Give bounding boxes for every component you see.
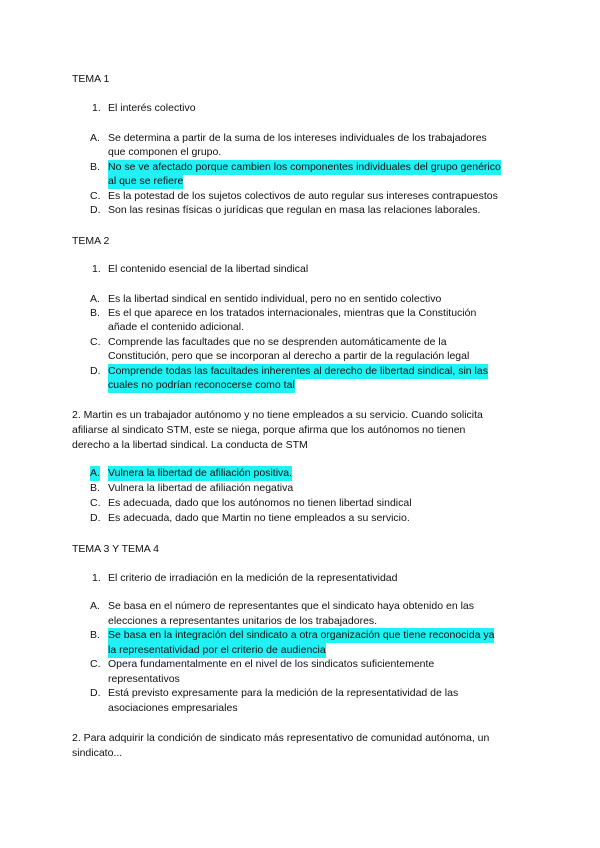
option-text-line: asociaciones empresariales bbox=[108, 702, 238, 714]
question-text-line: derecho a la libertad sindical. La conducta de STM bbox=[72, 439, 308, 451]
option-text-line: Es la potestad de los sujetos colectivos de auto regular sus intereses contrapuestos bbox=[108, 190, 498, 202]
highlighted-answer-line: cuales no podrían reconocerse como tal bbox=[108, 379, 295, 391]
question-number: 1. bbox=[92, 102, 101, 114]
option-letter: D. bbox=[90, 512, 101, 524]
question-text: El contenido esencial de la libertad sindical bbox=[108, 263, 309, 275]
option-text-line: Es adecuada, dado que Martin no tiene empleados a su servicio. bbox=[108, 512, 410, 524]
highlighted-answer-line: Vulnera la libertad de afiliación positiva. bbox=[108, 467, 293, 479]
option-text-line: Son las resinas físicas o jurídicas que regulan en masa las relaciones laborales. bbox=[108, 204, 481, 216]
option-letter: A. bbox=[90, 600, 100, 612]
option-text-line: Se determina a partir de la suma de los intereses individuales de los trabajadores bbox=[108, 132, 487, 144]
option-letter: A. bbox=[90, 293, 100, 305]
option-letter: B. bbox=[90, 161, 100, 173]
section-heading-tema-2: TEMA 2 bbox=[72, 235, 110, 247]
option-text-line: Opera fundamentalmente en el nivel de los sindicatos suficientemente bbox=[108, 658, 435, 670]
option-text-line: añade el contenido adicional. bbox=[108, 321, 245, 333]
option-letter: B. bbox=[90, 629, 100, 641]
option-text-line: Se basa en el número de representantes que el sindicato haya obtenido en las bbox=[108, 600, 475, 612]
question-number: 1. bbox=[92, 572, 101, 584]
option-letter: A. bbox=[90, 467, 100, 479]
highlighted-answer-line: la representatividad por el criterio de audiencia bbox=[108, 644, 326, 656]
section-heading-tema-3-4: TEMA 3 Y TEMA 4 bbox=[72, 543, 159, 555]
option-text-line: Es adecuada, dado que los autónomos no tienen libertad sindical bbox=[108, 497, 412, 509]
option-text-line: elecciones a representantes unitarios de los trabajadores. bbox=[108, 615, 378, 627]
option-letter: B. bbox=[90, 482, 100, 494]
question-text-line: afiliarse al sindicato STM, este se niega, porque afirma que los autónomos no tienen bbox=[72, 424, 466, 436]
option-letter: C. bbox=[90, 497, 101, 509]
question-text: El criterio de irradiación en la medición de la representatividad bbox=[108, 572, 398, 584]
option-text-line: que componen el grupo. bbox=[108, 146, 222, 158]
highlighted-answer-line: Se basa en la integración del sindicato a otra organización que tiene reconocida ya bbox=[108, 629, 495, 641]
option-letter: B. bbox=[90, 307, 100, 319]
option-letter: A. bbox=[90, 132, 100, 144]
option-text-line: representativos bbox=[108, 673, 180, 685]
question-text-line: 2. Martin es un trabajador autónomo y no tiene empleados a su servicio. Cuando solicita bbox=[72, 409, 483, 421]
option-letter: C. bbox=[90, 658, 101, 670]
question-text: El interés colectivo bbox=[108, 102, 196, 114]
option-text-line: Es la libertad sindical en sentido individual, pero no en sentido colectivo bbox=[108, 293, 442, 305]
option-letter: D. bbox=[90, 204, 101, 216]
highlighted-answer-line: No se ve afectado porque cambien los componentes individuales del grupo genérico bbox=[108, 161, 501, 173]
highlighted-answer-line: al que se refiere bbox=[108, 175, 184, 187]
option-text-line: Es el que aparece en los tratados internacionales, mientras que la Constitución bbox=[108, 307, 477, 319]
option-letter: D. bbox=[90, 687, 101, 699]
option-text-line: Está previsto expresamente para la medición de la representatividad de las bbox=[108, 687, 459, 699]
option-letter: D. bbox=[90, 365, 101, 377]
option-text-line: Vulnera la libertad de afiliación negativa bbox=[108, 482, 294, 494]
question-text-line: 2. Para adquirir la condición de sindicato más representativo de comunidad autónoma, un bbox=[72, 732, 490, 744]
option-letter: C. bbox=[90, 190, 101, 202]
highlighted-answer-line: Comprende todas las facultades inherentes al derecho de libertad sindical, sin las bbox=[108, 365, 488, 377]
question-number: 1. bbox=[92, 263, 101, 275]
option-text-line: Comprende las facultades que no se desprenden automáticamente de la bbox=[108, 336, 447, 348]
question-text-line: sindicato... bbox=[72, 747, 123, 759]
option-text-line: Constitución, pero que se incorporan al derecho a partir de la regulación legal bbox=[108, 350, 470, 362]
option-letter: C. bbox=[90, 336, 101, 348]
section-heading-tema-1: TEMA 1 bbox=[72, 73, 110, 85]
